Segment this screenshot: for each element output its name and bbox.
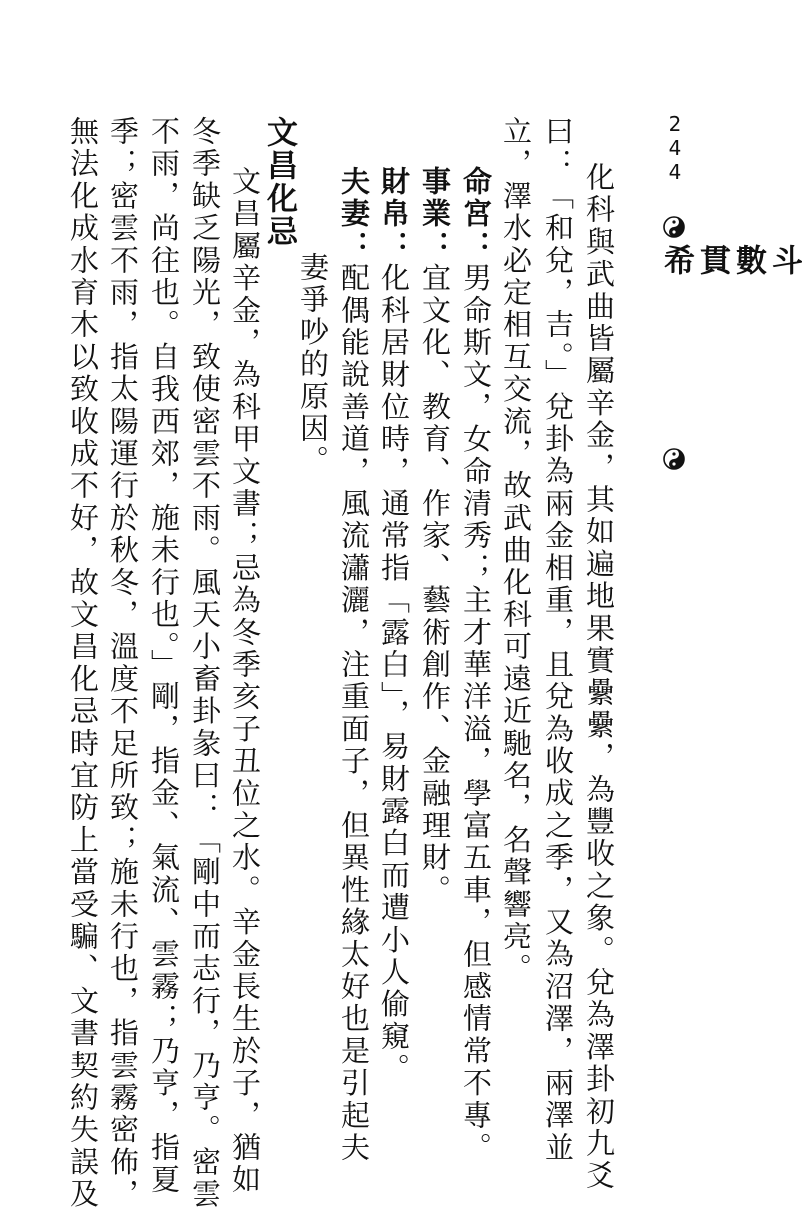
paragraph-column: 曰：「和兌，吉。」兌卦為兩金相重，且兌為收成之季，又為沼澤，兩澤並 — [541, 116, 575, 1165]
entry-spouse-continued: 妻爭吵的原因。 — [296, 252, 330, 478]
page-number: 244 — [663, 112, 687, 184]
section-heading: 文昌化忌 — [261, 116, 297, 248]
entry-label: 夫妻： — [337, 166, 371, 263]
entry-text: 化科居財位時，通常指「露白」，易財露白而遭小人偷窺。 — [377, 262, 411, 1086]
entry-text: 宜文化、教育、作家、藝術創作、金融理財。 — [418, 262, 452, 907]
paragraph-column: 季；密雲不雨，指太陽運行於秋冬，溫度不足所致；施未行也，指雲霧密佈， — [106, 116, 140, 1211]
entry-wealth — [377, 166, 411, 1096]
entry-spouse — [337, 166, 371, 1165]
entry-text: 配偶能說善道，風流瀟灑，注重面子，但異性緣太好也是引起夫 — [337, 262, 371, 1165]
entry-label: 財帛： — [377, 166, 411, 263]
paragraph-column: 無法化成水育木以致收成不好，故文昌化忌時宜防上當受騙、文書契約失誤及 — [66, 116, 100, 1211]
entry-label: 命宮： — [459, 166, 493, 263]
paragraph-column: 立，澤水必定相互交流，故武曲化科可遠近馳名，名聲響亮。 — [499, 116, 533, 986]
paragraph-column: 化科與武曲皆屬辛金，其如遍地果實纍纍，為豐收之象。兌為澤卦初九爻 — [582, 162, 616, 1193]
taiji-icon — [663, 448, 685, 470]
book-title: 斗數貫希 — [658, 244, 802, 279]
entry-text: 男命斯文，女命清秀；主才華洋溢，學富五車，但感情常不專。 — [459, 262, 493, 1165]
entry-ming-gong — [459, 166, 493, 1165]
paragraph-column: 冬季缺乏陽光，致使密雲不雨。風天小畜卦彖曰：「剛中而志行，乃亨。密雲 — [188, 116, 222, 1211]
paragraph-column: 文昌屬辛金，為科甲文書；忌為冬季亥子丑位之水。辛金長生於子，猶如 — [228, 166, 262, 1197]
entry-label: 事業： — [418, 166, 452, 263]
paragraph-column: 不雨，尚往也。自我西郊，施未行也。」剛，指金、氣流、雲霧；乃亨，指夏 — [147, 116, 181, 1197]
entry-career — [418, 166, 452, 1096]
taiji-icon — [663, 216, 685, 238]
